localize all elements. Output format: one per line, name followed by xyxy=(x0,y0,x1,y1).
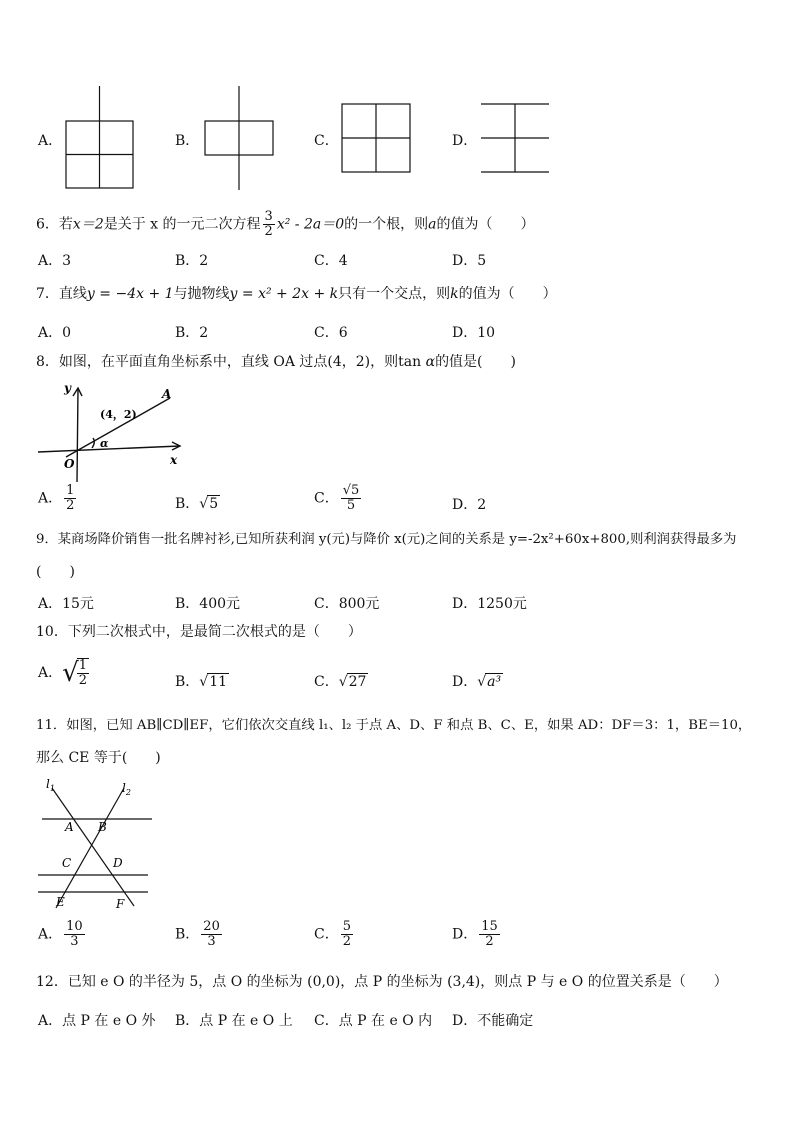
q5-option-b-label: B． xyxy=(175,133,200,149)
q11-option-b-fraction xyxy=(201,920,222,949)
q11-option-d-num: 15 xyxy=(481,919,498,934)
q7-var: k xyxy=(450,286,459,302)
q10-option-d-radicand: a³ xyxy=(487,674,502,690)
q8-y-axis xyxy=(77,388,78,482)
q10-option-a-den: 2 xyxy=(78,673,87,688)
q10-option-a-num: 1 xyxy=(78,658,87,673)
q9-option-c: C．800元 xyxy=(314,596,380,612)
q11-option-b xyxy=(175,920,224,949)
q11-line-l2 xyxy=(56,788,124,908)
q9-option-b: B．400元 xyxy=(175,596,241,612)
q11-option-d-den: 2 xyxy=(485,934,494,949)
q11-option-d-label: D． xyxy=(452,926,478,943)
q7-option-d: D．10 xyxy=(452,325,496,341)
q11-option-a-den: 3 xyxy=(70,934,79,949)
q12-option-a: A．点 P 在 e O 外 xyxy=(38,1013,156,1029)
q8-label-alpha: α xyxy=(100,437,109,450)
q8-tail: 的值是( ) xyxy=(435,354,516,370)
q8-tan: tan xyxy=(398,354,422,370)
q8-alpha: α xyxy=(425,354,436,370)
q10-option-a-label: A． xyxy=(38,665,63,681)
q11-label-l1: $l_1$ xyxy=(46,777,55,793)
q8-label-y: y xyxy=(64,381,71,395)
q11-option-c-den: 2 xyxy=(342,934,351,949)
q8-option-a-num: 1 xyxy=(66,483,75,498)
q8-option-a-den: 2 xyxy=(66,498,75,513)
q11-option-b-num: 20 xyxy=(203,919,220,934)
q7-parabola-eq: y = x² + 2x + k xyxy=(229,286,339,302)
q6-fraction-num: 3 xyxy=(264,209,273,224)
q9-stem-line1: 9．某商场降价销售一批名牌衬衫,已知所获利润 y(元)与降价 x(元)之间的关系是 y=-2x²+60x+800,则利润获得最多为 xyxy=(36,532,737,547)
q6-stem xyxy=(36,210,534,239)
q10-option-a: A．√ $\frac{1}{2}$ xyxy=(38,658,87,688)
q11-stem-line1: 11．如图，已知 AB∥CD∥EF，它们依次交直线 l₁、l₂ 于点 A、D、F 和点 B、C、E，如果 AD：DF＝3：1，BE＝10， xyxy=(36,718,752,733)
q11-label-d: D xyxy=(113,856,123,870)
q10-option-c: C．√27 xyxy=(314,674,367,690)
q6-option-a: A．3 xyxy=(38,253,72,269)
q8-text: 8．如图，在平面直角坐标系中，直线 OA 过点(4，2)，则 xyxy=(36,354,399,370)
q11-option-a-num: 10 xyxy=(66,919,83,934)
q7-middle: 与抛物线 xyxy=(173,286,230,302)
q6-var: a xyxy=(428,216,437,233)
q5-figure-b xyxy=(200,86,278,192)
q11-parallel-lines-figure xyxy=(36,776,156,910)
q8-option-b-label: B． xyxy=(175,496,200,512)
q8-option-a-label: A． xyxy=(38,490,63,507)
q8-option-b-radicand: 5 xyxy=(209,496,219,512)
q10-option-b: B．√11 xyxy=(175,674,228,690)
q11-option-c-num: 5 xyxy=(342,919,351,934)
q8-option-d: D．2 xyxy=(452,497,487,513)
q7-option-a: A．0 xyxy=(38,325,72,341)
q6-equation: x² - 2a＝0 xyxy=(276,216,345,233)
q5-figure-a xyxy=(62,86,138,192)
q10-stem: 10．下列二次根式中，是最简二次根式的是（ ） xyxy=(36,624,362,640)
q10-option-a-fraction xyxy=(77,658,89,688)
q11-option-c-label: C． xyxy=(314,926,339,943)
q8-x-axis xyxy=(38,446,180,452)
q11-option-c-fraction xyxy=(341,920,353,949)
q11-label-b: B xyxy=(98,820,107,834)
q7-tail: 的值为（ ） xyxy=(458,286,557,302)
q11-option-a-label: A． xyxy=(38,926,63,943)
q6-prefix: 6．若 xyxy=(36,216,73,233)
q10-option-b-radicand: 11 xyxy=(209,674,228,690)
q11-option-a xyxy=(38,920,87,949)
q8-coordinate-figure xyxy=(36,378,186,484)
q11-label-a: A xyxy=(65,820,74,834)
q11-option-b-label: B． xyxy=(175,926,200,943)
q7-post: 只有一个交点，则 xyxy=(338,286,451,302)
q11-line-l1 xyxy=(52,788,134,906)
q11-option-b-den: 3 xyxy=(207,934,216,949)
q8-option-b: B．√5 xyxy=(175,496,219,512)
q7-prefix: 7．直线 xyxy=(36,286,87,302)
q6-fraction xyxy=(263,210,275,239)
q5-option-c-label: C． xyxy=(314,133,339,149)
q5-option-d-label: D． xyxy=(452,133,478,149)
q6-middle: 是关于 x 的一元二次方程 xyxy=(103,216,261,233)
q11-label-l2: $l_2$ xyxy=(122,781,131,797)
q10-option-c-radicand: 27 xyxy=(348,674,367,690)
q7-line-eq: y = −4x + 1 xyxy=(86,286,174,302)
q8-option-a-fraction xyxy=(64,484,76,513)
q7-option-b: B．2 xyxy=(175,325,209,341)
q12-stem: 12．已知 e O 的半径为 5，点 O 的坐标为 (0,0)，点 P 的坐标为 (3,4)，则点 P 与 e O 的位置关系是（ ） xyxy=(36,974,728,990)
q8-label-x: x xyxy=(170,453,178,467)
q8-label-o: O xyxy=(64,457,75,471)
q8-option-c xyxy=(314,484,363,513)
q6-option-c: C．4 xyxy=(314,253,348,269)
q11-label-e: E xyxy=(56,895,65,909)
q6-fraction-den: 2 xyxy=(264,224,273,239)
q11-option-c xyxy=(314,920,355,949)
q8-option-c-den: 5 xyxy=(346,498,356,513)
q7-option-c: C．6 xyxy=(314,325,348,341)
q12-option-b: B．点 P 在 e O 上 xyxy=(175,1013,293,1029)
q8-angle-arc xyxy=(92,438,94,448)
q11-label-c: C xyxy=(62,856,72,870)
q5-option-a-label: A． xyxy=(38,133,63,149)
q6-option-d: D．5 xyxy=(452,253,487,269)
q8-option-a xyxy=(38,484,78,513)
q8-stem xyxy=(36,352,516,372)
q8-option-c-label: C． xyxy=(314,490,339,507)
q6-post: 的一个根，则 xyxy=(344,216,429,233)
q12-option-c: C．点 P 在 e O 内 xyxy=(314,1013,433,1029)
q7-stem xyxy=(36,284,557,304)
q10-option-b-label: B． xyxy=(175,674,200,690)
q12-option-d: D．不能确定 xyxy=(452,1013,534,1029)
q8-option-c-num: √5 xyxy=(342,483,360,498)
q11-option-d xyxy=(452,920,502,949)
q5-figure-d xyxy=(478,100,554,176)
q11-label-f: F xyxy=(116,897,125,910)
q6-tail: 的值为（ ） xyxy=(436,216,535,233)
q9-option-d: D．1250元 xyxy=(452,596,527,612)
q6-option-b: B．2 xyxy=(175,253,209,269)
q11-stem-line2: 那么 CE 等于( ) xyxy=(36,750,161,766)
q11-option-a-fraction xyxy=(64,920,85,949)
q9-option-a: A．15元 xyxy=(38,596,94,612)
q10-option-d: D．√a³ xyxy=(452,674,502,690)
q8-label-a: A xyxy=(162,387,172,401)
q11-option-d-fraction xyxy=(479,920,500,949)
q8-label-point: (4，2) xyxy=(100,408,137,421)
q5-figure-c xyxy=(338,100,414,176)
q6-condition: x＝2 xyxy=(72,216,104,233)
q10-option-c-label: C． xyxy=(314,674,339,690)
q8-option-c-fraction xyxy=(341,484,362,513)
q9-stem-line2: ( ) xyxy=(36,564,75,580)
q10-option-d-label: D． xyxy=(452,674,478,690)
